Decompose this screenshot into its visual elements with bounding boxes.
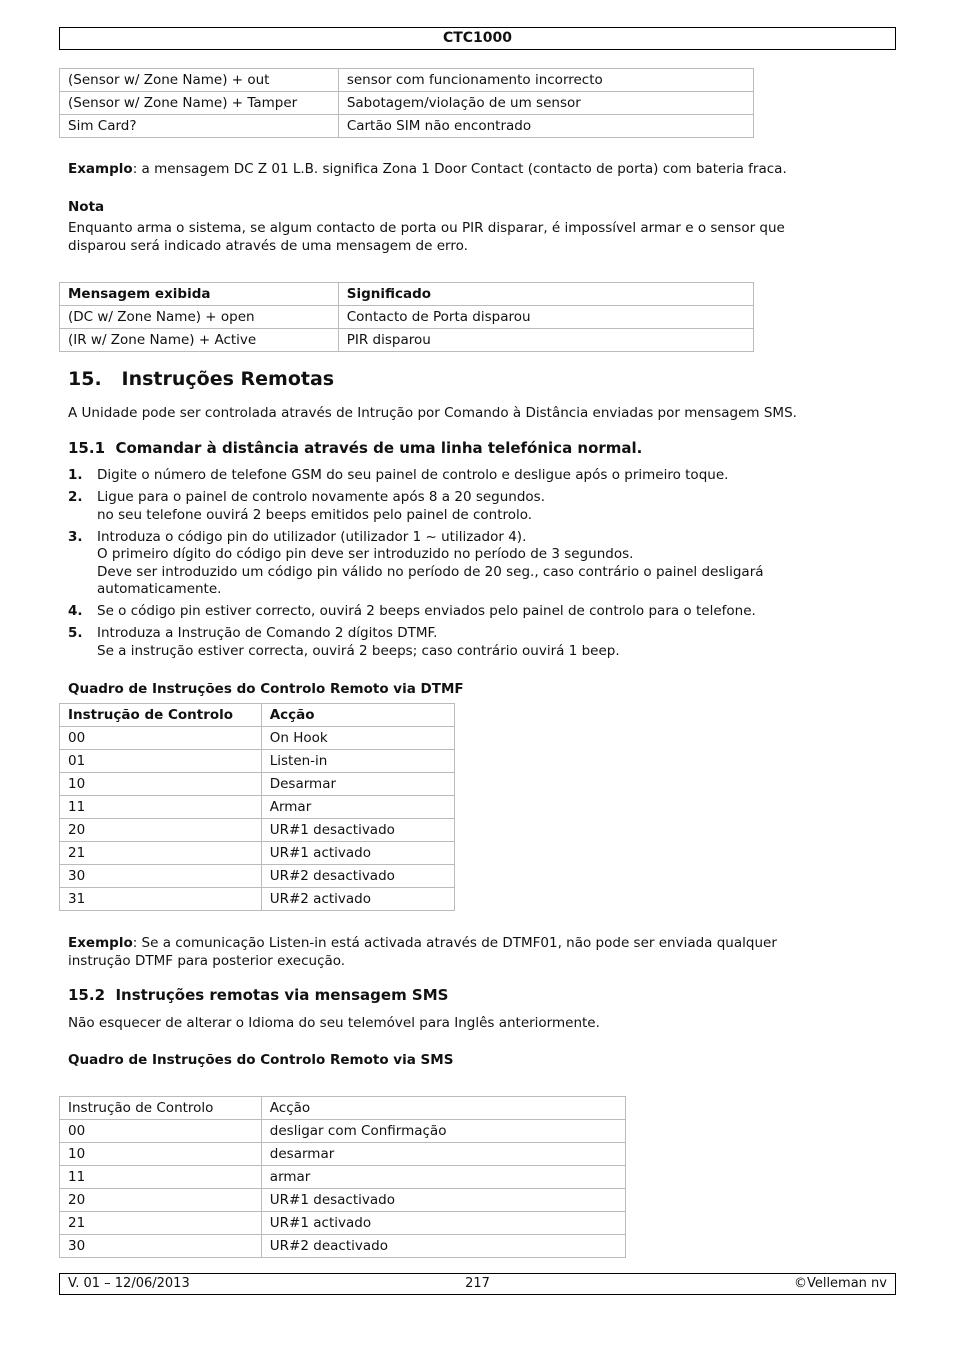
page-footer xyxy=(59,1273,896,1295)
table-header-cell: Acção xyxy=(261,704,454,727)
step-text: Introduza a Instrução de Comando 2 dígitos DTMF. xyxy=(97,625,438,641)
table-cell: Sabotagem/violação de um sensor xyxy=(338,92,753,115)
footer-copyright: ©Velleman nv xyxy=(793,1276,887,1291)
table-cell: (Sensor w/ Zone Name) + out xyxy=(60,69,339,92)
note-text xyxy=(68,220,868,255)
table-row xyxy=(60,115,754,138)
table-cell: Listen-in xyxy=(261,750,454,773)
note-line-2: disparou será indicado através de uma mensagem de erro. xyxy=(68,237,468,254)
table-row xyxy=(60,92,754,115)
list-item xyxy=(68,625,858,660)
example-label: Examplo xyxy=(68,161,133,177)
table-header-row xyxy=(60,283,754,306)
step-text: Ligue para o painel de controlo novamente após 8 a 20 segundos. xyxy=(97,489,546,505)
step-text: Se a instrução estiver correcta, ouvirá 2 beeps; caso contrário ouvirá 1 beep. xyxy=(97,642,620,659)
table-cell: (DC w/ Zone Name) + open xyxy=(60,306,339,329)
table-row xyxy=(60,865,455,888)
table-cell: desligar com Confirmação xyxy=(261,1120,625,1143)
step-number: 5. xyxy=(68,625,83,641)
table-cell: UR#1 activado xyxy=(261,1212,625,1235)
table-row xyxy=(60,1189,626,1212)
table-cell: 00 xyxy=(60,727,262,750)
table-row xyxy=(60,750,455,773)
table-cell: 10 xyxy=(60,773,262,796)
sms-table xyxy=(59,1096,626,1258)
table-row xyxy=(60,888,455,911)
table-row xyxy=(60,1143,626,1166)
step-text: O primeiro dígito do código pin deve ser introduzido no período de 3 segundos. xyxy=(97,546,634,562)
example-2-line-1: : Se a comunicação Listen-in está activada através de DTMF01, não pode ser enviada qualquer xyxy=(132,935,777,951)
list-item xyxy=(68,489,858,524)
table-cell: (Sensor w/ Zone Name) + Tamper xyxy=(60,92,339,115)
step-number: 3. xyxy=(68,528,83,545)
section-15-1-title: 15.1 Comandar à distância através de uma linha telefónica normal. xyxy=(68,439,643,457)
list-item xyxy=(68,529,858,599)
section-15-2-title: 15.2 Instruções remotas via mensagem SMS xyxy=(68,986,449,1004)
table-cell: desarmar xyxy=(261,1143,625,1166)
table-header-cell: Instrução de Controlo xyxy=(60,1097,262,1120)
note-title: Nota xyxy=(68,199,105,215)
table-cell: 30 xyxy=(60,865,262,888)
table-cell: 11 xyxy=(60,796,262,819)
table-cell: 30 xyxy=(60,1235,262,1258)
example-paragraph xyxy=(68,161,868,179)
table-cell: 01 xyxy=(60,750,262,773)
table-cell: 20 xyxy=(60,1189,262,1212)
page-header: CTC1000 xyxy=(59,27,896,50)
message-meaning-table xyxy=(59,282,754,352)
table-cell: UR#2 deactivado xyxy=(261,1235,625,1258)
table-header-cell: Acção xyxy=(261,1097,625,1120)
section-15-intro: A Unidade pode ser controlada através de Intrução por Comando à Distância enviadas por mensagem SMS. xyxy=(68,405,797,421)
table-header-cell: Mensagem exibida xyxy=(60,283,339,306)
table-cell: UR#1 desactivado xyxy=(261,1189,625,1212)
table-row xyxy=(60,796,455,819)
error-message-table xyxy=(59,68,754,138)
table-cell: 11 xyxy=(60,1166,262,1189)
table-row xyxy=(60,329,754,352)
note-line-1: Enquanto arma o sistema, se algum contacto de porta ou PIR disparar, é impossível armar e o sensor que xyxy=(68,220,785,236)
dtmf-table xyxy=(59,703,455,911)
list-item xyxy=(68,603,858,621)
section-15-title: 15. Instruções Remotas xyxy=(68,368,335,390)
table-cell: 10 xyxy=(60,1143,262,1166)
steps-list xyxy=(68,467,858,665)
table-cell: UR#1 desactivado xyxy=(261,819,454,842)
table-row xyxy=(60,727,455,750)
table-header-cell: Significado xyxy=(338,283,753,306)
table-cell: armar xyxy=(261,1166,625,1189)
table-cell: Cartão SIM não encontrado xyxy=(338,115,753,138)
table-cell: 31 xyxy=(60,888,262,911)
table-row xyxy=(60,69,754,92)
step-number: 2. xyxy=(68,489,83,505)
table-row xyxy=(60,773,455,796)
table-cell: 21 xyxy=(60,842,262,865)
table-row xyxy=(60,819,455,842)
table-row xyxy=(60,1212,626,1235)
footer-version: V. 01 – 12/06/2013 xyxy=(68,1276,190,1291)
table-cell: On Hook xyxy=(261,727,454,750)
table-cell: Sim Card? xyxy=(60,115,339,138)
table-cell: 20 xyxy=(60,819,262,842)
footer-page-number: 217 xyxy=(465,1276,490,1291)
table-cell: Desarmar xyxy=(261,773,454,796)
step-text: no seu telefone ouvirá 2 beeps emitidos pelo painel de controlo. xyxy=(97,506,533,523)
step-text: Digite o número de telefone GSM do seu painel de controlo e desligue após o primeiro toque. xyxy=(97,467,729,483)
table-cell: Armar xyxy=(261,796,454,819)
table-row xyxy=(60,1120,626,1143)
table-cell: sensor com funcionamento incorrecto xyxy=(338,69,753,92)
table-cell: PIR disparou xyxy=(338,329,753,352)
table-cell: UR#2 desactivado xyxy=(261,865,454,888)
table-row xyxy=(60,842,455,865)
step-text: automaticamente. xyxy=(97,581,222,597)
table-row xyxy=(60,1235,626,1258)
table-cell: Contacto de Porta disparou xyxy=(338,306,753,329)
sms-table-caption: Quadro de Instruções do Controlo Remoto via SMS xyxy=(68,1052,454,1068)
table-cell: 21 xyxy=(60,1212,262,1235)
example-text: : a mensagem DC Z 01 L.B. significa Zona 1 Door Contact (contacto de porta) com bateria fraca. xyxy=(132,161,787,177)
step-text: Deve ser introduzido um código pin válido no período de 20 seg., caso contrário o painel desligará xyxy=(97,563,764,580)
step-text: Introduza o código pin do utilizador (utilizador 1 ~ utilizador 4). xyxy=(97,528,527,545)
step-number: 1. xyxy=(68,467,83,483)
table-header-row xyxy=(60,1097,626,1120)
dtmf-table-caption: Quadro de Instruções do Controlo Remoto via DTMF xyxy=(68,681,464,697)
section-15-2-intro: Não esquecer de alterar o Idioma do seu telemóvel para Inglês anteriormente. xyxy=(68,1015,600,1031)
example-2-line-2: instrução DTMF para posterior execução. xyxy=(68,952,346,969)
step-number: 4. xyxy=(68,603,83,619)
table-cell: 00 xyxy=(60,1120,262,1143)
table-row xyxy=(60,1166,626,1189)
table-cell: UR#2 activado xyxy=(261,888,454,911)
table-cell: (IR w/ Zone Name) + Active xyxy=(60,329,339,352)
table-header-cell: Instrução de Controlo xyxy=(60,704,262,727)
example-2-label: Exemplo xyxy=(68,935,133,951)
table-cell: UR#1 activado xyxy=(261,842,454,865)
table-row xyxy=(60,306,754,329)
example-2-paragraph xyxy=(68,935,868,970)
table-header-row xyxy=(60,704,455,727)
step-text: Se o código pin estiver correcto, ouvirá 2 beeps enviados pelo painel de controlo para o telefone. xyxy=(97,603,756,619)
list-item xyxy=(68,467,858,485)
